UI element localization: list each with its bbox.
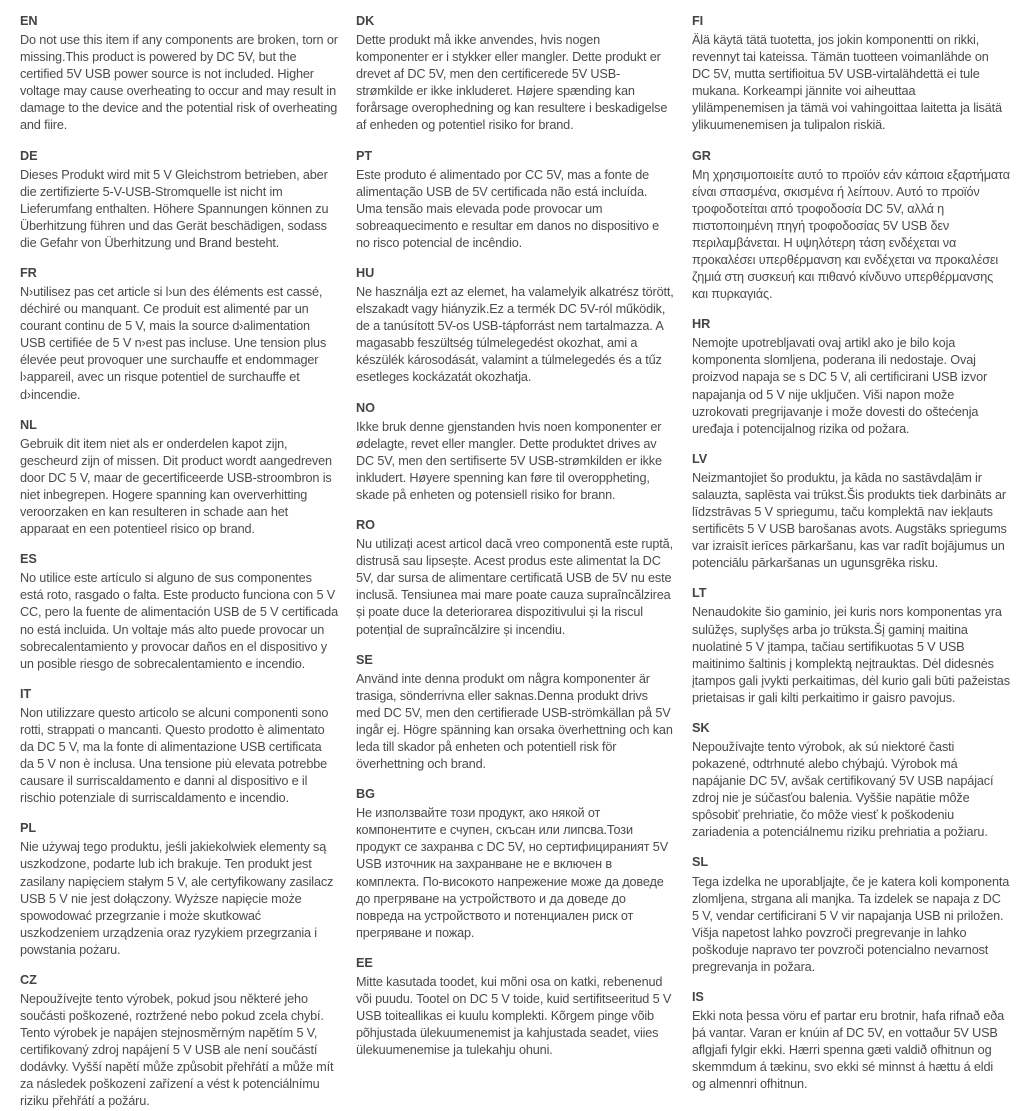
warning-text-hu: Ne használja ezt az elemet, ha valamelyik alkatrész törött, elszakadt vagy hiányzik.Ez a termék DC 5V-ról működik, de a tanúsított 5V-os USB-tápforrást nem tartalmazza. A magasabb feszültség túlmelegedést okozhat, ami a készülék károsodását, valamint a túlmelegedés és a tűz esetleges kockázatát okozhatja. <box>356 285 674 385</box>
language-section-dk <box>356 13 674 135</box>
language-code-heading-hu: HU <box>356 266 375 281</box>
warning-text-lt: Nenaudokite šio gaminio, jei kuris nors komponentas yra sulūžęs, suplyšęs arba jo trūksta.Šį gaminį maitina nuolatinė 5 V įtampa, tačiau sertifikuotas 5 V USB maitinimo šaltinis į komplektą neįtrauktas. Dėl didesnės įtampos gali įvykti perkaitimas, dėl kurio gali būti pažeistas prietaisas ir gali kilti perkaitimo ir gaisro pavojus. <box>692 605 1010 705</box>
language-code-heading-sl: SL <box>692 855 709 870</box>
language-section-ee <box>356 955 674 1059</box>
warning-text-sk: Nepoužívajte tento výrobok, ak sú niektoré časti pokazené, odtrhnuté alebo chýbajú. Výrobok má napájanie DC 5V, avšak certifikovaný 5V USB napájací zdroj nie je súčasťou balenia. Vyššie napätie môže spôsobiť prehriatie, čo môže viesť k poškodeniu zariadenia a potenciálnemu riziku prehriatia a požiaru. <box>692 739 994 840</box>
language-section-no <box>356 400 674 504</box>
language-section-en <box>20 13 338 135</box>
language-section-nl <box>20 417 338 539</box>
language-code-heading-fr: FR <box>20 266 37 281</box>
warning-text-gr: Μη χρησιμοποιείτε αυτό το προϊόν εάν κάποια εξαρτήματα είναι σπασμένα, σκισμένα ή λείπουν. Αυτό το προϊόν τροφοδοτείται από τροφοδοσία DC 5V, αλλά η πιστοποιημένη πηγή τροφοδοσίας 5V USB δεν περιλαμβάνεται. Η υψηλότερη τάση ενδέχεται να προκαλέσει υπερθέρμανση και ενδέχεται να προκαλέσει ζημιά στη συσκευή και πιθανό κίνδυνο υπερθέρμανσης και πυρκαγιάς. <box>692 167 1010 302</box>
warning-text-is: Ekki nota þessa vöru ef partar eru brotnir, hafa rifnað eða þá vantar. Varan er knúin af DC 5V, en vottaður 5V USB aflgjafi fylgir ekki. Hærri spenna gæti valdið ofhitnun og skemmdum á tækinu, svo ekki sé minnst á hættu á eldi og almennri ofhitnun. <box>692 1009 1005 1092</box>
warning-text-fr: N›utilisez pas cet article si l›un des éléments est cassé, déchiré ou manquant. Ce produit est alimenté par un courant continu de 5 V, mais la source d›alimentation USB certifiée de 5 V n›est pas incluse. Une tension plus élevée peut provoquer une surchauffe et endommager l›appareil, avec un risque potentiel de surchauffe et d›incendie. <box>20 285 327 402</box>
language-code-heading-de: DE <box>20 148 38 163</box>
language-code-heading-cz: CZ <box>20 972 37 987</box>
warning-text-bg: Не използвайте този продукт, ако някой от компонентите е счупен, скъсан или липсва.Този продукт се захранва с DC 5V, но сертифицираният 5V USB източник на захранване не е включен в комплекта. По-високото напрежение може да доведе до прегряване на устройството и да доведе до повреда на устройството и потенциален риск от прегряване и пожар. <box>356 806 669 940</box>
language-code-heading-pl: PL <box>20 821 37 836</box>
language-section-sk <box>692 720 1010 842</box>
language-code-heading-lt: LT <box>692 586 707 601</box>
language-section-gr <box>692 148 1010 304</box>
language-code-heading-se: SE <box>356 652 373 667</box>
column-2 <box>356 13 674 1058</box>
warning-text-en: Do not use this item if any components are broken, torn or missing.This product is powered by DC 5V, but the certified 5V USB power source is not included. Higher voltage may cause overheating to occur and may result in damage to the device and the potential risk of overheating and fiire. <box>20 33 338 133</box>
language-section-lv <box>692 451 1010 573</box>
language-section-hu <box>356 265 674 387</box>
language-section-hr <box>692 316 1010 438</box>
language-code-heading-en: EN <box>20 14 38 28</box>
language-code-heading-no: NO <box>356 400 375 415</box>
language-section-de <box>20 148 338 252</box>
language-code-heading-is: IS <box>692 989 704 1004</box>
language-section-se <box>356 652 674 774</box>
warning-text-pl: Nie używaj tego produktu, jeśli jakiekolwiek elementy są uszkodzone, podarte lub ich brakuje. Ten produkt jest zasilany napięciem stałym 5 V, ale certyfikowany zasilacz USB 5 V nie jest dołączony. Wyższe napięcie może spowodować przegrzanie i może skutkować uszkodzeniem urządzenia oraz ryzykiem przegrzania i powstania pożaru. <box>20 840 334 957</box>
language-code-heading-ro: RO <box>356 518 375 533</box>
column-1 <box>20 13 338 1109</box>
warning-text-lv: Neizmantojiet šo produktu, ja kāda no sastāvdaļām ir salauzta, saplēsta vai trūkst.Šis produkts tiek darbināts ar līdzstrāvas 5 V spriegumu, taču komplektā nav iekļauts sertificēts 5 V USB barošanas avots. Augstāks spriegums var izraisīt ierīces pārkaršanu, kas var radīt bojājumus un potenciālu pārkaršanas un ugunsgrēka risku. <box>692 470 1007 571</box>
language-section-es <box>20 551 338 673</box>
warning-text-se: Använd inte denna produkt om några komponenter är trasiga, sönderrivna eller saknas.Denna produkt drivs med DC 5V, men den certifierade USB-strömkällan på 5V ingår ej. Högre spänning kan orsaka överhettning och kan leda till skador på enheten och potentiell risk för överhettning och brand. <box>356 671 673 772</box>
language-code-heading-ee: EE <box>356 955 373 970</box>
warning-text-ro: Nu utilizați acest articol dacă vreo componentă este ruptă, distrusă sau lipsește. Acest produs este alimentat la DC 5V, dar sursa de alimentare certificată USB de 5V nu este inclusă. Tensiunea mai mare poate cauza supraîncălzirea și poate duce la deteriorarea dispozitivului și la riscul potențial de supraîncălzire și incendiu. <box>356 537 673 637</box>
warning-text-de: Dieses Produkt wird mit 5 V Gleichstrom betrieben, aber die zertifizierte 5-V-USB-Stromquelle ist nicht im Lieferumfang enthalten. Höhere Spannungen können zu Überhitzung führen und das Gerät beschädigen, sodass die Gefahr von Überhitzung und Brand besteht. <box>20 167 329 250</box>
language-section-cz <box>20 972 338 1111</box>
warning-text-ee: Mitte kasutada toodet, kui mõni osa on katki, rebenenud või puudu. Tootel on DC 5 V toide, kuid sertifitseeritud 5 V USB toiteallikas ei kuulu komplekti. Kõrgem pinge võib põhjustada ülekuumenemist ja kahjustada seadet, viies ülekuumenemise ja tulekahju ohuni. <box>356 974 672 1058</box>
language-code-heading-gr: GR <box>692 148 711 163</box>
language-code-heading-fi: FI <box>692 14 704 28</box>
language-code-heading-bg: BG <box>356 787 375 802</box>
warning-text-es: No utilice este artículo si alguno de sus componentes está roto, rasgado o falta. Este producto funciona con 5 V CC, pero la fuente de alimentación USB de 5 V certificada no está incluida. Un voltaje más alto puede provocar un sobrecalentamiento y provocar daños en el dispositivo y un posible riesgo de sobrecalentamiento e incendio. <box>20 571 338 671</box>
language-section-is <box>692 989 1010 1093</box>
language-section-fi <box>692 13 1010 135</box>
language-section-pt <box>356 148 674 252</box>
warning-text-dk: Dette produkt må ikke anvendes, hvis nogen komponenter er i stykker eller mangler. Dette produkt er drevet af DC 5V, men den certificerede 5V USB-strømkilde er ikke inkluderet. Højere spænding kan forårsage overophedning og kan resultere i beskadigelse af enheden og potentiel risiko for brand. <box>356 33 668 133</box>
warning-text-pt: Este produto é alimentado por CC 5V, mas a fonte de alimentação USB de 5V certificada não está incluída. Uma tensão mais elevada pode provocar um sobreaquecimento e resultar em danos no dispositivo e no risco potencial de incêndio. <box>356 167 660 250</box>
language-section-ro <box>356 517 674 639</box>
language-code-heading-dk: DK <box>356 14 375 28</box>
column-3 <box>692 13 1010 1092</box>
language-section-bg <box>356 786 674 942</box>
language-section-it <box>20 686 338 808</box>
language-code-heading-nl: NL <box>20 417 37 432</box>
warning-text-hr: Nemojte upotrebljavati ovaj artikl ako je bilo koja komponenta slomljena, poderana ili nedostaje. Ovaj proizvod napaja se s DC 5 V, ali certificirani USB izvor napajanja od 5 V nije uključen. Viši napon može uzrokovati pregrijavanje i može dovesti do oštećenja uređaja i potencijalnog rizika od požara. <box>692 336 988 436</box>
language-section-sl <box>692 854 1010 976</box>
language-section-fr <box>20 265 338 404</box>
language-code-heading-hr: HR <box>692 317 711 332</box>
language-code-heading-it: IT <box>20 686 32 701</box>
warning-text-no: Ikke bruk denne gjenstanden hvis noen komponenter er ødelagte, revet eller mangler. Dette produktet drives av DC 5V, men den sertifiserte 5V USB-strømkilden er ikke inkludert. Høyere spenning kan føre til overoppheting, skade på enheten og potensiell risiko for brann. <box>356 419 662 502</box>
warning-text-it: Non utilizzare questo articolo se alcuni componenti sono rotti, strappati o mancanti. Questo prodotto è alimentato da DC 5 V, ma la fonte di alimentazione USB certificata da 5 V non è inclusa. Una tensione più elevata potrebbe causare il surriscaldamento e danni al dispositivo e il rischio potenziale di surriscaldamento e incendio. <box>20 705 329 806</box>
warning-text-sl: Tega izdelka ne uporabljajte, če je katera koli komponenta zlomljena, strgana ali manjka. Ta izdelek se napaja z DC 5 V, vendar certificirani 5 V vir napajanja USB ni priložen. Višja napetost lahko povzroči pregrevanje in lahko poškoduje napravo ter povzroči potencialno nevarnost pregrevanja in požara. <box>692 874 1010 974</box>
language-section-lt <box>692 585 1010 707</box>
language-code-heading-sk: SK <box>692 720 710 735</box>
warning-text-cz: Nepoužívejte tento výrobek, pokud jsou některé jeho součásti poškozené, roztržené nebo pokud zcela chybí. Tento výrobek je napájen stejnosměrným napětím 5 V, certifikovaný zdroj napájení 5 V USB ale není součástí dodávky. Vyšší napětí může způsobit přehřátí a může mít za následek poškození zařízení a vést k potenciálnímu riziku přehřátí a požáru. <box>20 991 334 1109</box>
warning-text-nl: Gebruik dit item niet als er onderdelen kapot zijn, gescheurd zijn of missen. Dit product wordt aangedreven door DC 5 V, maar de gecertificeerde USB-stroombron is niet inbegrepen. Hogere spanning kan oververhitting veroorzaken en kan resulteren in schade aan het apparaat en een potentieel risico op brand. <box>20 436 332 537</box>
language-code-heading-lv: LV <box>692 451 708 466</box>
language-section-pl <box>20 820 338 959</box>
language-code-heading-pt: PT <box>356 148 373 163</box>
warning-text-fi: Älä käytä tätä tuotetta, jos jokin komponentti on rikki, revennyt tai kateissa. Tämän tuotteen voimanlähde on DC 5V, mutta sertifioitua 5V USB-virtalähdettä ei tule mukana. Korkeampi jännite voi aiheuttaa ylilämpenemisen ja tämä voi vahingoittaa laitetta ja lisätä ylikuumenemisen ja tulipalon riskiä. <box>692 33 1002 133</box>
language-code-heading-es: ES <box>20 552 37 567</box>
